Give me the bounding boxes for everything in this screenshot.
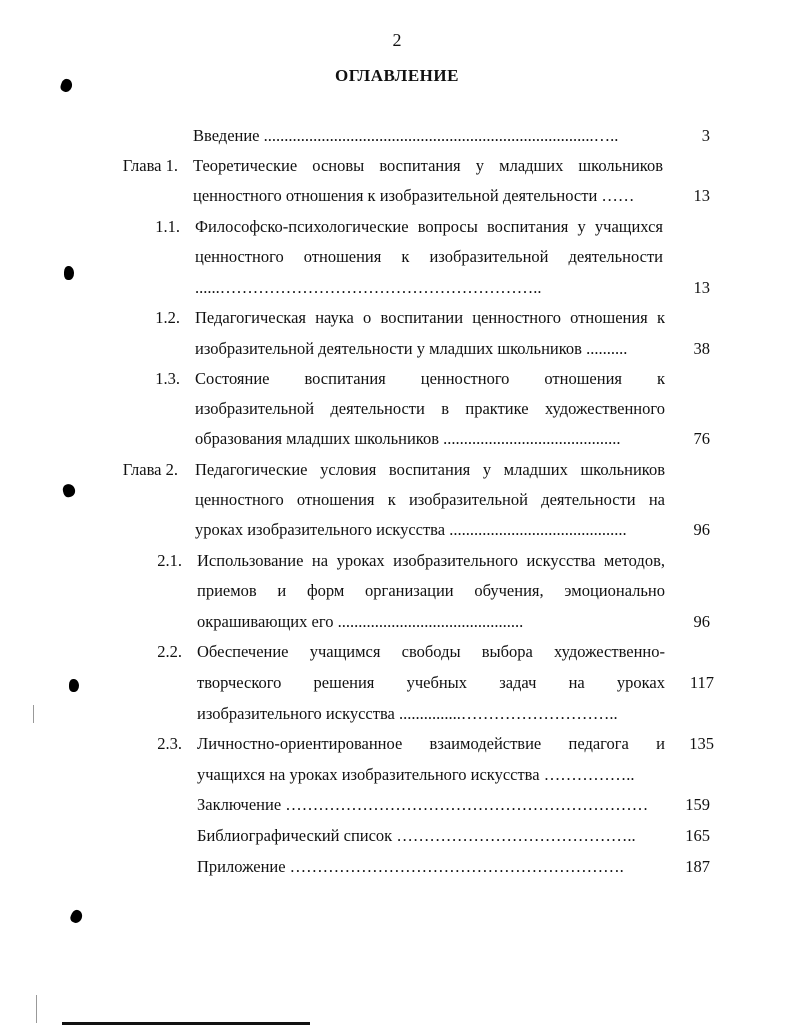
toc-label-section-1-2: 1.2. [155, 308, 180, 327]
toc-entry-appendix: Приложение ……………………………………………………. [197, 857, 624, 876]
toc-entry-section-1-1-line-3: ......………………………………………………….. [195, 278, 542, 297]
toc-page-appendix: 187 [685, 857, 710, 876]
toc-entry-section-2-3-line-1: Личностно-ориентированное взаимодействие педагога и [197, 734, 665, 753]
toc-entry-section-1-1-line-1: Философско-психологические вопросы воспитания у учащихся [195, 217, 663, 236]
toc-entry-section-2-1-line-2: приемов и форм организации обучения, эмоционально [197, 581, 665, 600]
toc-entry-section-2-2-line-1: Обеспечение учащимся свободы выбора художественно- [197, 642, 665, 661]
toc-label-chapter-1: Глава 1. [122, 156, 178, 175]
toc-page-bibliography: 165 [685, 826, 710, 845]
toc-label-section-2-3: 2.3. [157, 734, 182, 753]
scan-hole-mark [62, 483, 77, 499]
toc-label-section-1-3: 1.3. [155, 369, 180, 388]
toc-entry-section-2-2-line-2: творческого решения учебных задач на уроках [197, 673, 665, 692]
scan-margin-mark [33, 705, 34, 723]
page-title: ОГЛАВЛЕНИЕ [335, 66, 459, 85]
toc-page-section-2-3: 135 [689, 734, 714, 753]
toc-page-conclusion: 159 [685, 795, 710, 814]
scan-bottom-edge [62, 1022, 310, 1025]
toc-label-section-2-2: 2.2. [157, 642, 182, 661]
toc-entry-chapter-1-line-2: ценностного отношения к изобразительной деятельности …… [193, 186, 635, 205]
toc-entry-section-2-3-line-2: учащихся на уроках изобразительного искусства …………….. [197, 765, 635, 784]
toc-entry-section-2-1-line-3: окрашивающих его ............................................. [197, 612, 524, 631]
toc-page-section-2-2: 117 [689, 673, 714, 692]
toc-entry-section-2-2-line-3: изобразительного искусства ...............……………………….. [197, 704, 618, 723]
toc-entry-section-1-3-line-1: Состояние воспитания ценностного отношения к [195, 369, 665, 388]
toc-page-section-2-1: 96 [693, 612, 710, 631]
scan-margin-mark [36, 995, 37, 1023]
toc-entry-introduction: Введение ................................................................................….. [193, 126, 619, 145]
toc-entry-section-2-1-line-1: Использование на уроках изобразительного искусства методов, [197, 551, 665, 570]
toc-label-section-2-1: 2.1. [157, 551, 182, 570]
toc-entry-section-1-2-line-1: Педагогическая наука о воспитании ценностного отношения к [195, 308, 665, 327]
toc-label-section-1-1: 1.1. [155, 217, 180, 236]
toc-page-introduction: 3 [701, 126, 710, 145]
toc-entry-section-1-3-line-2: изобразительной деятельности в практике художественного [195, 399, 665, 418]
scan-hole-mark [69, 908, 84, 924]
toc-page-chapter-2: 96 [693, 520, 710, 539]
toc-entry-chapter-1-line-1: Теоретические основы воспитания у младших школьников [193, 156, 663, 175]
scan-hole-mark [64, 266, 74, 280]
toc-entry-bibliography: Библиографический список …………………………………….. [197, 826, 636, 845]
toc-entry-section-1-2-line-2: изобразительной деятельности у младших школьников .......... [195, 339, 628, 358]
toc-entry-chapter-2-line-2: ценностного отношения к изобразительной деятельности на [195, 490, 665, 509]
toc-page-section-1-1: 13 [693, 278, 710, 297]
toc-entry-conclusion: Заключение ………………………………………………………… [197, 795, 649, 814]
toc-entry-chapter-2-line-1: Педагогические условия воспитания у младших школьников [195, 460, 665, 479]
toc-entry-section-1-3-line-3: образования младших школьников ........................................... [195, 429, 621, 448]
scan-hole-mark [69, 679, 79, 692]
toc-page-section-1-2: 38 [693, 339, 710, 358]
toc-page-section-1-3: 76 [693, 429, 710, 448]
toc-entry-chapter-2-line-3: уроках изобразительного искусства ........................................... [195, 520, 627, 539]
page-number: 2 [392, 30, 402, 50]
toc-label-chapter-2: Глава 2. [122, 460, 178, 479]
toc-entry-section-1-1-line-2: ценностного отношения к изобразительной деятельности [195, 247, 663, 266]
toc-page-chapter-1: 13 [693, 186, 710, 205]
